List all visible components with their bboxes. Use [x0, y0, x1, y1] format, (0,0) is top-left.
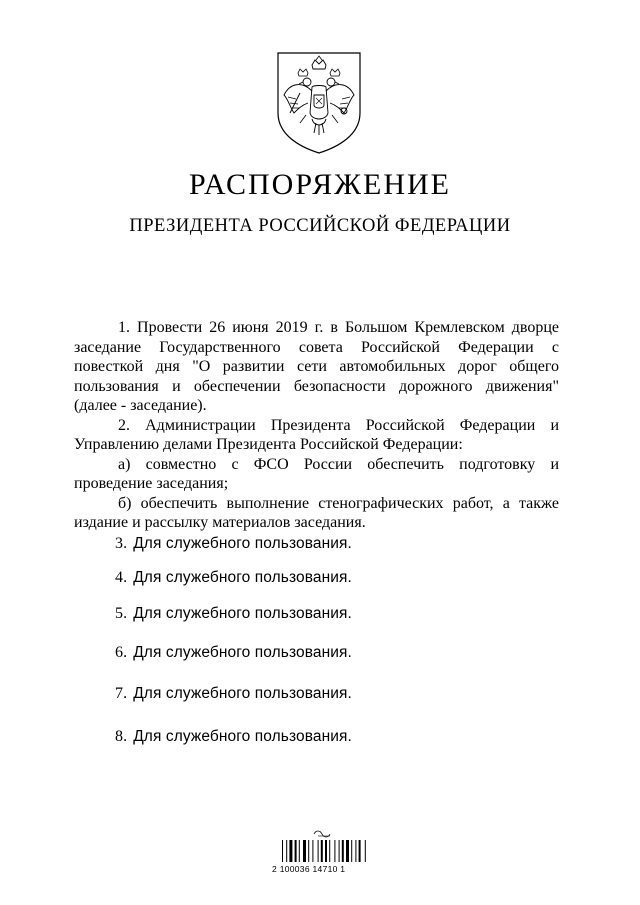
service-item-number: 3. — [115, 535, 128, 552]
service-item-number: 7. — [115, 685, 128, 702]
service-item-8 — [115, 728, 352, 746]
paragraph-1: 1. Провести 26 июня 2019 г. в Большом Кремлевском дворце заседание Государственного совета Российской Федерации с повесткой дня "О развитии сети автомобильных дорог общего пользования и обеспечении безопасности дорожного движения" (далее - заседание). — [74, 319, 559, 414]
paragraph-2a: а) совместно с ФСО России обеспечить подготовку и проведение заседания; — [74, 455, 559, 492]
service-item-text: Для служебного пользования. — [133, 535, 352, 552]
service-item-number: 4. — [115, 569, 128, 586]
document-subtitle: ПРЕЗИДЕНТА РОССИЙСКОЙ ФЕДЕРАЦИИ — [129, 216, 511, 236]
barcode-number: 2 100036 14710 1 — [272, 864, 346, 874]
service-item-number: 6. — [115, 644, 128, 661]
service-item-text: Для служебного пользования. — [133, 685, 352, 702]
service-item-number: 5. — [115, 605, 128, 622]
service-item-4 — [115, 569, 352, 587]
document-title: РАСПОРЯЖЕНИЕ — [188, 168, 452, 201]
coat-of-arms-icon — [276, 51, 362, 155]
document-body — [74, 318, 559, 533]
service-item-6 — [115, 644, 352, 662]
service-item-text: Для служебного пользования. — [133, 605, 352, 622]
service-item-text: Для служебного пользования. — [133, 569, 352, 586]
paragraph-2: 2. Администрации Президента Российской Федерации и Управлению делами Президента Российской Федерации: — [74, 416, 559, 453]
service-item-3 — [115, 535, 352, 553]
service-item-text: Для служебного пользования. — [133, 644, 352, 661]
service-item-5 — [115, 605, 352, 623]
paragraph-2b: б) обеспечить выполнение стенографических работ, а также издание и рассылку материалов заседания. — [74, 494, 559, 531]
service-item-7 — [115, 685, 352, 703]
service-item-text: Для служебного пользования. — [133, 728, 352, 745]
service-item-number: 8. — [115, 728, 128, 745]
